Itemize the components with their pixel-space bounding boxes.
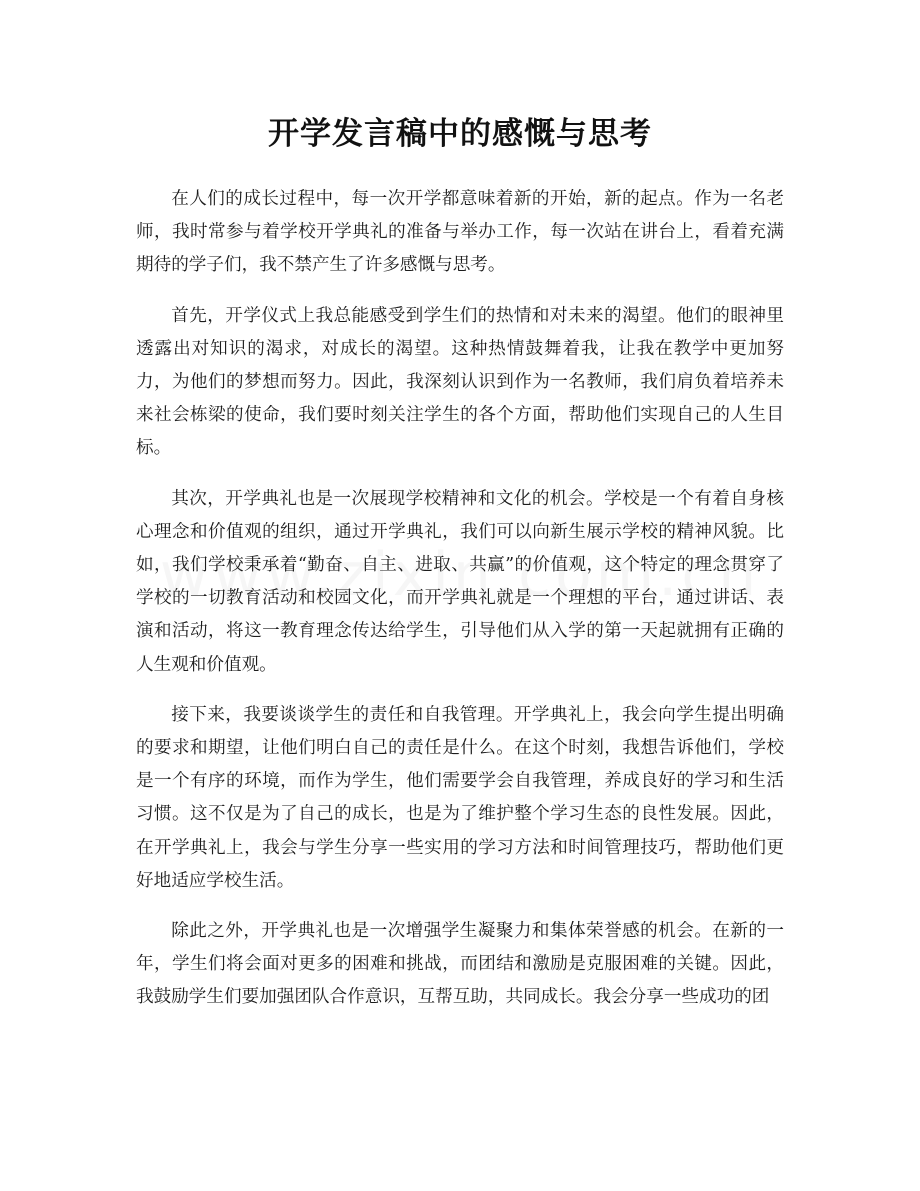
paragraph-4: 接下来，我要谈谈学生的责任和自我管理。开学典礼上，我会向学生提出明确的要求和期望，让他们明白自己的责任是什么。在这个时刻，我想告诉他们，学校是一个有序的环境，而作为学生，他们需要学会自我管理，养成良好的学习和生活习惯。这不仅是为了自己的成长，也是为了维护整个学习生态的良性发展。因此，在开学典礼上，我会与学生分享一些实用的学习方法和时间管理技巧，帮助他们更好地适应学校生活。 xyxy=(136,704,784,891)
paragraph-3: 其次，开学典礼也是一次展现学校精神和文化的机会。学校是一个有着自身核心理念和价值观的组织，通过开学典礼，我们可以向新生展示学校的精神风貌。比如，我们学校秉承着“勤奋、自主、进取、共赢”的价值观，这个特定的理念贯穿了学校的一切教育活动和校园文化，而开学典礼就是一个理想的平台，通过讲话、表演和活动，将这一教育理念传达给学生，引导他们从入学的第一天起就拥有正确的人生观和价值观。 xyxy=(136,488,784,675)
paragraph-2: 首先，开学仪式上我总能感受到学生们的热情和对未来的渴望。他们的眼神里透露出对知识的渴求，对成长的渴望。这种热情鼓舞着我，让我在教学中更加努力，为他们的梦想而努力。因此，我深刻认识到作为一名教师，我们肩负着培养未来社会栋梁的使命，我们要时刻关注学生的各个方面，帮助他们实现自己的人生目标。 xyxy=(136,305,784,459)
document-title: 开学发言稿中的感慨与思考 xyxy=(268,116,652,152)
paragraph-5: 除此之外，开学典礼也是一次增强学生凝聚力和集体荣誉感的机会。在新的一年，学生们将会面对更多的困难和挑战，而团结和激励是克服困难的关键。因此，我鼓励学生们要加强团队合作意识，互帮互助，共同成长。我会分享一些成功的团 xyxy=(136,921,784,1008)
paragraph-1: 在人们的成长过程中，每一次开学都意味着新的开始，新的起点。作为一名老师，我时常参与着学校开学典礼的准备与举办工作，每一次站在讲台上，看着充满期待的学子们，我不禁产生了许多感慨与思考。 xyxy=(136,189,784,276)
document-body xyxy=(136,183,784,1032)
